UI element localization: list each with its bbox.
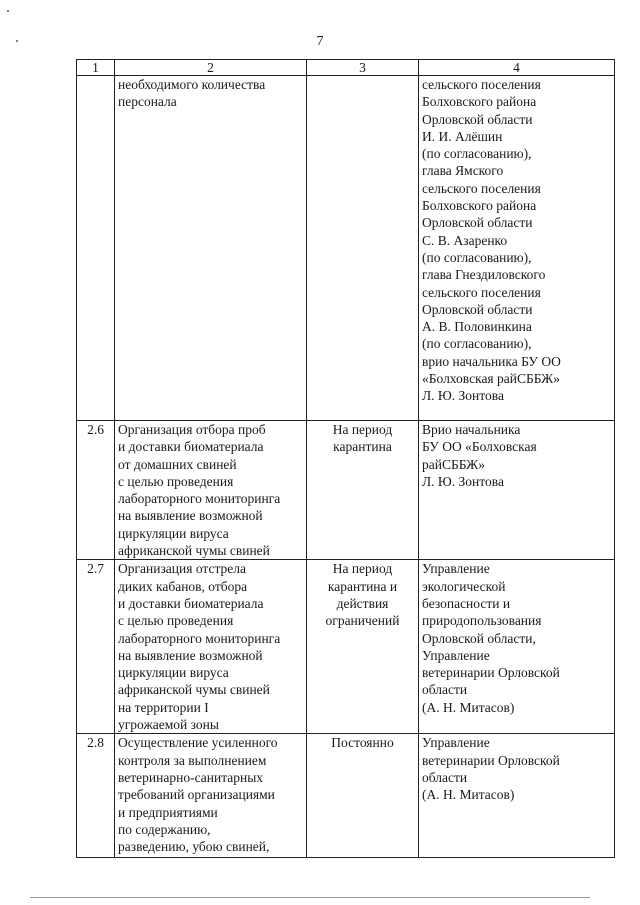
- cell-line: Управление: [422, 647, 490, 663]
- cell-line: глава Ямского: [422, 163, 504, 179]
- table-row: [77, 734, 615, 858]
- cell-line: от домашних свиней: [118, 456, 237, 472]
- cell-line: Врио начальника: [422, 422, 521, 437]
- cell-line: На период: [332, 561, 393, 577]
- cell-line: области: [422, 769, 468, 785]
- cell-line: (по согласованию),: [422, 146, 532, 162]
- table-row: [77, 421, 615, 560]
- measure-cell: [115, 560, 307, 734]
- scan-bottom-edge: [30, 897, 590, 898]
- cell-line: Орловской области: [422, 111, 533, 127]
- cell-line: «Болховская райСББЖ»: [422, 371, 560, 387]
- cell-line: С. В. Азаренко: [422, 232, 508, 248]
- cell-line: ветеринарии Орловской: [422, 665, 560, 681]
- cell-line: безопасности и: [422, 595, 511, 611]
- cell-line: ограничений: [325, 613, 400, 629]
- table-header-row: [77, 60, 615, 76]
- cell-line: А. В. Половинкина: [422, 319, 532, 335]
- table-row: [77, 76, 615, 421]
- header-cell-1: 1: [77, 60, 115, 76]
- cell-line: циркуляции вируса: [118, 665, 229, 681]
- cell-line: экологической: [422, 578, 506, 594]
- cell-line: Л. Ю. Зонтова: [422, 473, 504, 489]
- term-cell: [307, 421, 419, 560]
- cell-line: ветеринарии Орловской: [422, 752, 560, 768]
- term-cell: [307, 734, 419, 858]
- measures-table: [76, 59, 615, 858]
- cell-line: Орловской области: [422, 215, 533, 231]
- responsible-cell: [419, 560, 615, 734]
- header-cell-4: 4: [419, 60, 615, 76]
- cell-line: по содержанию,: [118, 821, 211, 837]
- term-cell: [307, 560, 419, 734]
- scan-speck-top-left: [7, 10, 9, 12]
- cell-line: (по согласованию),: [422, 336, 532, 352]
- cell-line: необходимого количества: [118, 77, 266, 92]
- cell-line: персонала: [118, 94, 177, 110]
- measure-cell: [115, 734, 307, 858]
- cell-line: и доставки биоматериала: [118, 439, 264, 455]
- cell-line: и доставки биоматериала: [118, 595, 264, 611]
- cell-line: райСББЖ»: [422, 456, 485, 472]
- cell-line: карантина: [333, 439, 392, 455]
- cell-line: циркуляции вируса: [118, 525, 229, 541]
- cell-line: Постоянно: [331, 735, 394, 751]
- header-cell-3: 3: [307, 60, 419, 76]
- cell-line: сельского поселения: [422, 180, 541, 196]
- cell-line: Л. Ю. Зонтова: [422, 388, 504, 404]
- cell-line: Осуществление усиленного: [118, 735, 278, 751]
- cell-line: Орловской области,: [422, 630, 536, 646]
- header-cell-2: 2: [115, 60, 307, 76]
- table-row: [77, 560, 615, 734]
- cell-line: области: [422, 682, 468, 698]
- cell-line: Организация отбора проб: [118, 422, 266, 437]
- cell-line: Организация отстрела: [118, 561, 246, 577]
- cell-line: Управление: [422, 561, 490, 577]
- cell-line: с целью проведения: [118, 473, 234, 489]
- cell-line: разведению, убою свиней,: [118, 839, 270, 855]
- measure-cell: [115, 76, 307, 421]
- row-number-cell: 2.7: [77, 560, 115, 734]
- cell-line: требований организациями: [118, 787, 275, 803]
- cell-line: сельского поселения: [422, 284, 541, 300]
- page-number: 7: [316, 34, 324, 49]
- cell-line: африканской чумы свиней: [118, 543, 270, 559]
- cell-line: врио начальника БУ ОО: [422, 353, 561, 369]
- cell-line: (по согласованию),: [422, 249, 532, 265]
- cell-line: (А. Н. Митасов): [422, 699, 515, 715]
- cell-line: карантина и: [327, 578, 398, 594]
- row-number-cell: [77, 76, 115, 421]
- row-number-cell: 2.6: [77, 421, 115, 560]
- cell-line: Орловской области: [422, 301, 533, 317]
- cell-line: На период: [332, 422, 393, 437]
- cell-line: БУ ОО «Болховская: [422, 439, 537, 455]
- cell-line: на территории I: [118, 699, 209, 715]
- responsible-cell: [419, 734, 615, 858]
- cell-line: диких кабанов, отбора: [118, 578, 248, 594]
- cell-line: ветеринарно-санитарных: [118, 769, 264, 785]
- cell-line: на выявление возможной: [118, 508, 263, 524]
- cell-line: угрожаемой зоны: [118, 717, 219, 733]
- cell-line: (А. Н. Митасов): [422, 787, 515, 803]
- cell-line: Болховского района: [422, 198, 537, 214]
- cell-line: И. И. Алёшин: [422, 128, 503, 144]
- measure-cell: [115, 421, 307, 560]
- cell-line: действия: [336, 595, 389, 611]
- cell-line: и предприятиями: [118, 804, 218, 820]
- cell-line: африканской чумы свиней: [118, 682, 270, 698]
- responsible-cell: [419, 421, 615, 560]
- cell-line: лабораторного мониторинга: [118, 491, 281, 507]
- cell-line: с целью проведения: [118, 613, 234, 629]
- cell-line: природопользования: [422, 613, 542, 629]
- cell-line: контроля за выполнением: [118, 752, 267, 768]
- row-number-cell: 2.8: [77, 734, 115, 858]
- responsible-cell: [419, 76, 615, 421]
- cell-line: Управление: [422, 735, 490, 751]
- cell-line: на выявление возможной: [118, 647, 263, 663]
- term-cell: [307, 76, 419, 421]
- cell-line: Болховского района: [422, 94, 537, 110]
- cell-line: лабораторного мониторинга: [118, 630, 281, 646]
- cell-line: сельского поселения: [422, 77, 541, 92]
- cell-line: глава Гнездиловского: [422, 267, 546, 283]
